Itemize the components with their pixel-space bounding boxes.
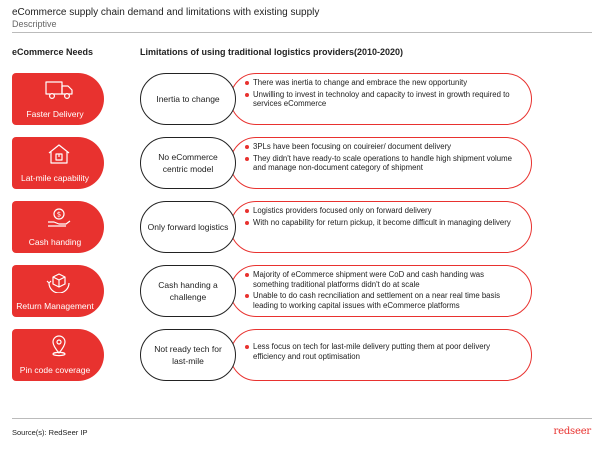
bullet-dot xyxy=(245,81,249,85)
bullet-dot xyxy=(245,273,249,277)
detail-bullet: Less focus on tech for last-mile delivery putting them at poor delivery efficiency and rout optimisation xyxy=(245,342,519,361)
limitation-pill: Not ready tech for last-mile xyxy=(140,329,236,381)
brand-logo: redseer xyxy=(553,426,591,437)
detail-bullet: They didn't have ready-to scale operations to handle high shipment volume and manage non-document category of shipment xyxy=(245,154,519,173)
needs-column-header: eCommerce Needs xyxy=(12,47,94,57)
home-package-icon xyxy=(44,143,74,165)
detail-bullet: Logistics providers focused only on forward delivery xyxy=(245,206,519,216)
need-label: Cash handing xyxy=(28,237,82,247)
header-divider xyxy=(12,32,592,33)
limitation-pill: No eCommerce centric model xyxy=(140,137,236,189)
detail-bullet: With no capability for return pickup, it become difficult in managing delivery xyxy=(245,218,519,228)
detail-bullet: 3PLs have been focusing on couireier/ document delivery xyxy=(245,142,519,152)
delivery-truck-icon xyxy=(44,79,74,101)
limitation-details xyxy=(230,73,532,125)
bullet-dot xyxy=(245,221,249,225)
location-pin-icon xyxy=(44,335,74,357)
limitation-pill: Inertia to change xyxy=(140,73,236,125)
bullet-dot xyxy=(245,294,249,298)
limitation-details xyxy=(230,265,532,317)
source-note: Source(s): RedSeer IP xyxy=(12,428,88,437)
footer-divider xyxy=(12,418,592,419)
need-card-return-management xyxy=(12,265,104,317)
limitation-details xyxy=(230,137,532,189)
return-box-icon xyxy=(44,271,74,293)
svg-text:$: $ xyxy=(56,210,62,219)
detail-bullet: Unwilling to invest in technoloy and capacity to invest in growth required to services eCommerce xyxy=(245,90,519,109)
detail-bullet: There was inertia to change and embrace the new opportunity xyxy=(245,78,519,88)
detail-bullet: Unable to do cash recnciliation and settlement on a near real time basis leading to working capital issues with eCommerce platforms xyxy=(245,291,519,310)
detail-bullet: Majority of eCommerce shipment were CoD and cash handing was something traditional platforms didn't do at scale xyxy=(245,270,519,289)
limitation-details xyxy=(230,201,532,253)
need-card-last-mile xyxy=(12,137,104,189)
need-label: Lat-mile capability xyxy=(20,173,90,183)
bullet-dot xyxy=(245,209,249,213)
need-card-pin-code xyxy=(12,329,104,381)
bullet-dot xyxy=(245,145,249,149)
need-card-faster-delivery xyxy=(12,73,104,125)
limitation-details xyxy=(230,329,532,381)
limitations-column-header: Limitations of using traditional logistics providers(2010-2020) xyxy=(140,47,404,57)
page-subtitle: Descriptive xyxy=(12,19,57,29)
need-label: Faster Delivery xyxy=(26,109,84,119)
bullet-dot xyxy=(245,345,249,349)
page-title: eCommerce supply chain demand and limitations with existing supply xyxy=(12,7,320,18)
need-label: Return Management xyxy=(16,301,94,311)
limitation-pill: Only forward logistics xyxy=(140,201,236,253)
need-label: Pin code coverage xyxy=(19,365,91,375)
need-card-cash-handling xyxy=(12,201,104,253)
limitation-pill: Cash handing a challenge xyxy=(140,265,236,317)
cash-hand-icon xyxy=(44,207,74,229)
bullet-dot xyxy=(245,93,249,97)
bullet-dot xyxy=(245,157,249,161)
